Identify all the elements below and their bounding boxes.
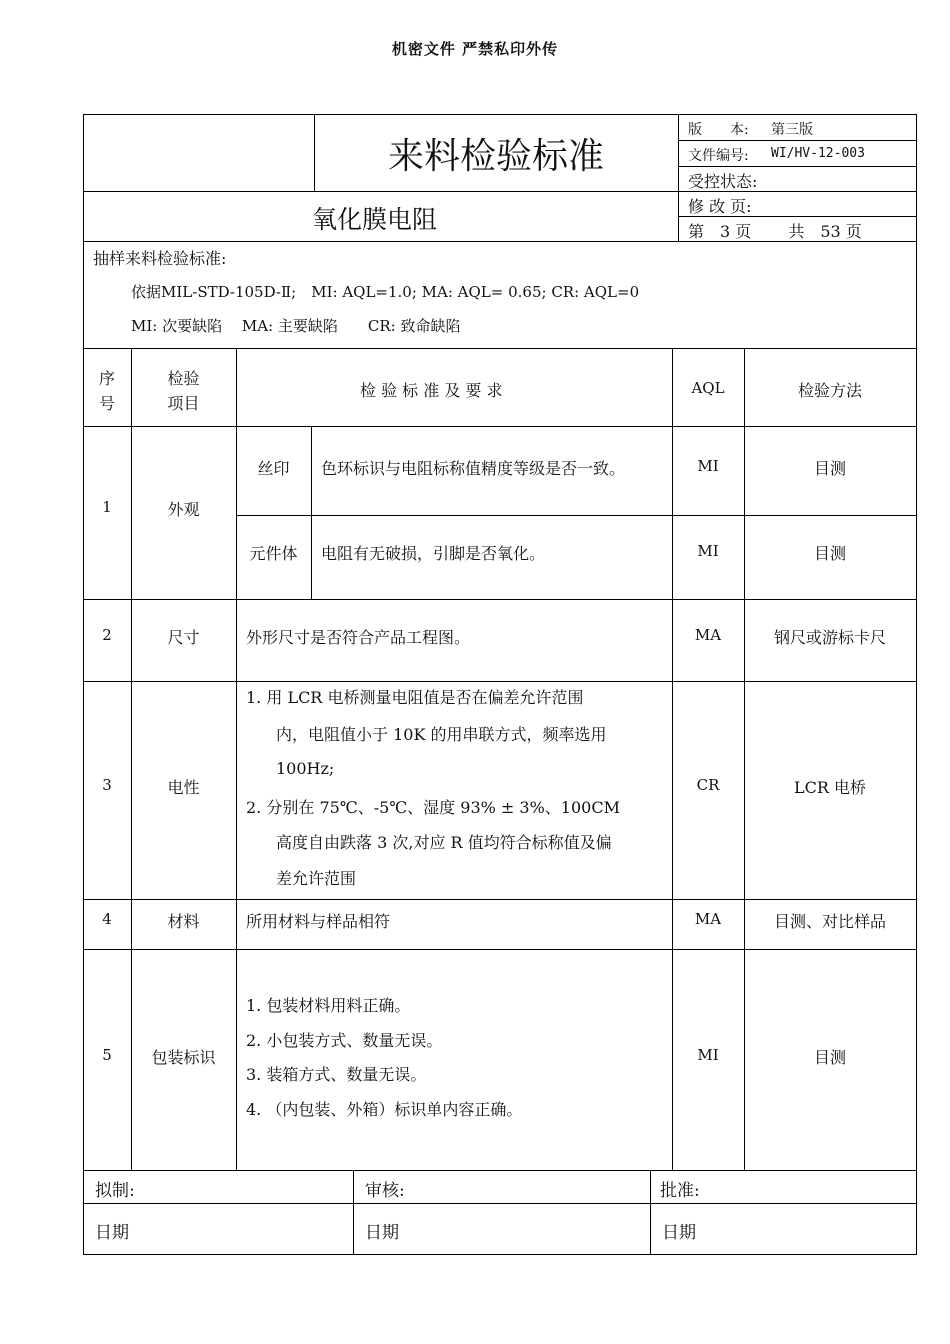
drafted-date-label: 日期 xyxy=(95,1223,129,1243)
row3-line-2: 内，电阻值小于 10K 的用串联方式，频率选用 xyxy=(276,725,607,744)
revision-page-label: 修 改 页: xyxy=(688,197,752,216)
row3-aql: CR xyxy=(696,776,720,794)
row2-item: 尺寸 xyxy=(167,628,200,647)
row1-sub1-aql: MI xyxy=(697,457,719,475)
row1-seq: 1 xyxy=(102,498,112,516)
row4-item: 材料 xyxy=(167,912,200,931)
doc-title: 来料检验标准 xyxy=(387,136,604,177)
row1-sub1-req: 色环标识与电阻标称值精度等级是否一致。 xyxy=(321,459,626,478)
row2-aql: MA xyxy=(694,626,722,644)
row5-aql: MI xyxy=(697,1046,719,1064)
row5-line-1: 1. 包装材料用料正确。 xyxy=(246,996,411,1015)
approved-date-label: 日期 xyxy=(662,1223,696,1243)
row3-line-3: 100Hz; xyxy=(276,759,335,778)
row2-method: 钢尺或游标卡尺 xyxy=(773,628,886,647)
version-value: 第三版 xyxy=(771,122,813,138)
row5-seq: 5 xyxy=(102,1046,112,1064)
row1-sub1-name: 丝印 xyxy=(257,459,290,478)
col-item-2: 项目 xyxy=(167,394,200,413)
row5-line-2: 2. 小包装方式、数量无误。 xyxy=(246,1031,443,1050)
row1-sub2-req: 电阻有无破损，引脚是否氧化。 xyxy=(321,544,546,563)
control-status-label: 受控状态: xyxy=(688,172,758,191)
col-seq-2: 号 xyxy=(98,394,115,413)
row3-item: 电性 xyxy=(167,778,200,797)
row1-sub2-name: 元件体 xyxy=(249,544,298,563)
docno-label: 文件编号: xyxy=(688,148,749,164)
row5-method: 目测 xyxy=(813,1048,846,1067)
reviewed-label: 审核: xyxy=(365,1181,405,1201)
row5-item: 包装标识 xyxy=(151,1048,216,1067)
col-standard: 检 验 标 准 及 要 求 xyxy=(360,381,503,400)
row3-seq: 3 xyxy=(102,776,112,794)
basis-heading: 抽样来料检验标准: xyxy=(93,249,227,268)
row3-line-5: 高度自由跌落 3 次,对应 R 值均符合标称值及偏 xyxy=(276,833,612,852)
col-item-1: 检验 xyxy=(167,369,200,388)
col-seq-1: 序 xyxy=(98,369,115,388)
basis-standard: 依据MIL-STD-105D-Ⅱ; MI: AQL=1.0; MA: AQL= 0.65; CR: AQL=0 xyxy=(131,283,640,301)
row3-line-4: 2. 分别在 75℃、-5℃、湿度 93% ± 3%、100CM xyxy=(246,798,620,817)
row2-seq: 2 xyxy=(102,626,112,644)
row4-aql: MA xyxy=(694,910,722,928)
version-label: 版 本: xyxy=(688,122,749,138)
row4-method: 目测、对比样品 xyxy=(773,912,886,931)
doc-subtitle: 氧化膜电阻 xyxy=(312,205,438,234)
confidential-notice: 机密文件 严禁私印外传 xyxy=(391,40,559,58)
col-aql: AQL xyxy=(691,379,725,397)
row1-sub1-method: 目测 xyxy=(813,459,846,478)
approved-label: 批准: xyxy=(660,1181,700,1201)
row3-line-6: 差允许范围 xyxy=(276,869,357,888)
row4-seq: 4 xyxy=(102,910,112,928)
row2-req: 外形尺寸是否符合产品工程图。 xyxy=(246,628,471,647)
row4-req: 所用材料与样品相符 xyxy=(246,912,391,931)
row1-item: 外观 xyxy=(167,500,200,519)
col-method: 检验方法 xyxy=(797,381,862,400)
row3-line-1: 1. 用 LCR 电桥测量电阻值是否在偏差允许范围 xyxy=(246,688,584,707)
docno-value: WI/HV-12-003 xyxy=(771,146,865,161)
row5-line-3: 3. 装箱方式、数量无误。 xyxy=(246,1065,427,1084)
reviewed-date-label: 日期 xyxy=(365,1223,399,1243)
row3-method: LCR 电桥 xyxy=(793,778,866,797)
row1-sub2-method: 目测 xyxy=(813,544,846,563)
page-number: 第 3 页 共 53 页 xyxy=(688,222,862,241)
basis-defect-legend: MI: 次要缺陷 MA: 主要缺陷 CR: 致命缺陷 xyxy=(131,317,461,335)
row5-line-4: 4. （内包装、外箱）标识单内容正确。 xyxy=(246,1100,523,1119)
drafted-label: 拟制: xyxy=(95,1181,135,1201)
row1-sub2-aql: MI xyxy=(697,542,719,560)
